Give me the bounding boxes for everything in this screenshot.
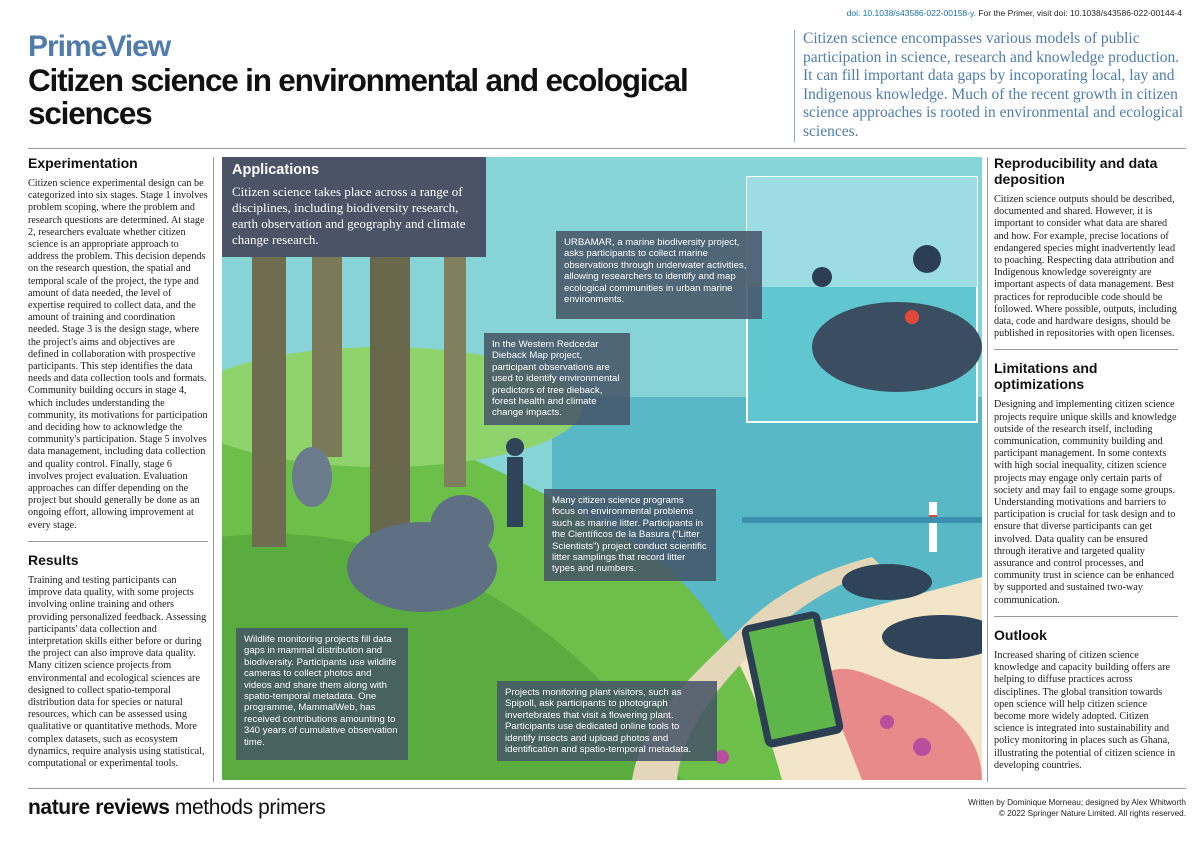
- credits: [968, 797, 1186, 819]
- tree-trunk: [444, 247, 466, 487]
- logo-bold: nature reviews: [28, 796, 170, 819]
- results-text: Training and testing participants can improve data quality, with some projects involving online training and others providing personalized feedback. Assessing participants' data collection and interpretation skills either before or during the project can also improve data quality. Many citizen science projects from environmental and ecological sciences are designed to collect spatio-temporal distribution data for species or natural resources, which can be assessed using qualitative or quantitative methods. More complex datasets, such as ecosystem dynamics, require analysis using statistical, computational or experimental tools.: [28, 574, 207, 769]
- experimentation-heading: Experimentation: [28, 155, 138, 171]
- section-divider: [994, 349, 1178, 350]
- reproducibility-heading: Reproducibility and data deposition: [994, 155, 1158, 187]
- right-column-divider: [987, 157, 988, 782]
- diver-head: [913, 245, 941, 273]
- crab: [905, 310, 919, 324]
- journal-logo: [28, 796, 325, 820]
- wildlife-caption: Wildlife monitoring projects fill data gaps in mammal distribution and biodiversity. Participants use wildlife cameras to collect photos and videos and share them along with spatio-temporal metadata. One programme, MammalWeb, has received contributions amounting to 340 years of cumulative observation time.: [236, 628, 408, 760]
- tree-trunk: [252, 217, 286, 547]
- doi-primary[interactable]: doi: 10.1038/s43586-022-00158-y.: [846, 8, 976, 18]
- rock: [842, 564, 932, 600]
- flower: [880, 715, 894, 729]
- flower: [715, 750, 729, 764]
- results-heading: Results: [28, 551, 79, 568]
- lighthouse: [929, 502, 937, 552]
- section-divider: [994, 616, 1178, 617]
- intro-paragraph: Citizen science encompasses various models of public participation in science, research and knowledge production. It can fill important data gaps by incoporating local, lay and Indigenous knowledge. Much of the recent growth in citizen science approaches is rooted in environmental and ecological sciences.: [794, 30, 1186, 142]
- bottom-divider: [28, 788, 1186, 789]
- left-column-divider: [213, 157, 214, 782]
- credit-line: Written by Dominique Morneau; designed by Alex Whitworth: [968, 798, 1186, 807]
- flower: [913, 738, 931, 756]
- urbamar-caption: URBAMAR, a marine biodiversity project, asks participants to collect marine observations through underwater activities, allowing researchers to identify and map ecological communities in urban marine environments.: [556, 231, 762, 319]
- inset-sky: [747, 177, 977, 287]
- limitations-text: Designing and implementing citizen science projects require unique skills and knowledge outside of the research itself, including communication, community building and participant management. In some contexts with high social inequality, citizen science projects may engage only certain parts of society and may fail to engage some groups. Understanding motivations and barriers to participation is crucial for task design and to ensure that diverse participants can get involved. Data quality can be ensured through iterative and targeted quality assurance and control processes, and community trust in science can be enhanced by supported and sustained two-way communication.: [994, 399, 1177, 606]
- copyright-line: © 2022 Springer Nature Limited. All rights reserved.: [998, 809, 1186, 818]
- doi-line: [847, 8, 1182, 18]
- reproducibility-text: Citizen science outputs should be described, documented and shared. However, it is important to consider what data are shared and how. For example, precise locations of endangered species might inadvertently lead to poaching. Respecting data attribution and Indigenous knowledge sovereignty are important aspects of data management. Best practices for reproducible code should be followed. Where possible, outputs, including data, code and hardware designs, should be published in repositories with open licenses.: [994, 194, 1177, 340]
- page-title: Citizen science in environmental and ecological sciences: [28, 62, 688, 131]
- diver-head: [812, 267, 832, 287]
- pollinators-caption: Projects monitoring plant visitors, such as Spipoll, ask participants to photograph invertebrates that visit a flowering plant. Participants use dedicated online tools to identify insects and upload photos and identification and spatio-temporal metadata.: [497, 681, 717, 761]
- right-column: [994, 155, 1178, 772]
- raccoon-head: [430, 495, 494, 559]
- person-head: [506, 438, 524, 456]
- section-divider: [28, 541, 208, 542]
- applications-intro: Citizen science takes place across a range of disciplines, including biodiversity research, earth observation and geography and climate change research.: [232, 184, 466, 248]
- experimentation-text: Citizen science experimental design can be categorized into six stages. Stage 1 involves problem scoping, where the problem and research questions are determined. At stage 2, researchers evaluate whether citizen science is an appropriate approach to address the problem. This decision depends on the research question, the spatial and temporal scale of the project, the type and amount of data needed, the level of expertise required to collect data, and the amount of training and coordination needed. Stage 3 is the design stage, where the project's aims and objectives are defined in collaboration with prospective participants. This step identifies the data needs and data collection tools and formats. Community building occurs in stage 4, which includes understanding the community, its motivations for participation and deciding how to acknowledge the community's participation. Stage 5 involves data management, including data collection and quality control. Finally, stage 6 involves project evaluation. Evaluation approaches can differ depending on the project but should generally be done as an ongoing effort, allowing improvement at every stage.: [28, 178, 208, 531]
- litter-caption: Many citizen science programs focus on environmental problems such as marine litter. Participants in the Científicos de la Basura (“Litter Scientists”) project conduct scientific litter samplings that record litter types and numbers.: [544, 489, 716, 581]
- outlook-heading: Outlook: [994, 626, 1047, 643]
- applications-heading: Applications: [232, 162, 320, 178]
- pier: [742, 517, 982, 523]
- person: [507, 457, 523, 527]
- applications-intro-box: [222, 157, 486, 257]
- limitations-heading: Limitations and optimizations: [994, 360, 1098, 393]
- brand-title: PrimeView: [28, 30, 171, 63]
- raccoon-body: [292, 447, 332, 507]
- top-divider: [28, 148, 1186, 149]
- logo-light: methods primers: [174, 796, 326, 819]
- left-column: [28, 155, 208, 770]
- underwater-rock: [812, 302, 982, 392]
- doi-secondary[interactable]: For the Primer, visit doi: 10.1038/s43586-022-00144-4: [978, 8, 1182, 18]
- redcedar-caption: In the Western Redcedar Dieback Map project, participant observations are used to identify environmental predictors of tree dieback, forest health and climate change impacts.: [484, 333, 630, 425]
- applications-illustration: [222, 157, 982, 780]
- outlook-text: Increased sharing of citizen science knowledge and capacity building offers are helping to diffuse practices across disciplines. The global transition towards open science will help citizen science become more widely adopted. Citizen science is integrated into sustainability and policy monitoring in places such as Ghana, illustrating the potential of citizen science in developing countries.: [994, 649, 1176, 771]
